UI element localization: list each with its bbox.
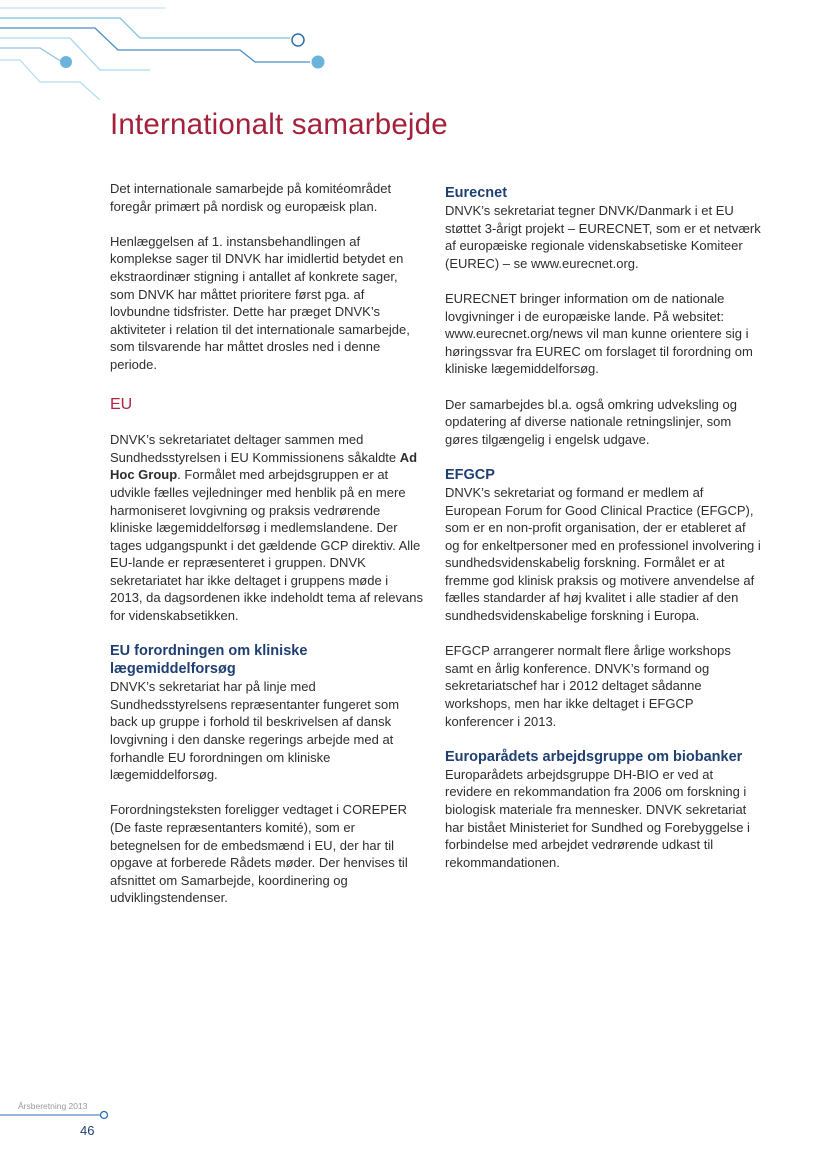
intro-paragraph-1: Det internationale samarbejde på komitéområdet foregår primært på nordisk og europæisk plan. <box>110 181 392 214</box>
eurecnet-paragraph-3: Der samarbejdes bl.a. også omkring udveksling og opdatering af diverse nationale retningslinjer, som gøres tilgængelig i engelsk udgave. <box>445 396 737 447</box>
eu-heading: EU <box>110 395 133 413</box>
forordning-heading: EU forordningen om kliniske lægemiddelforsøg <box>110 643 308 678</box>
circuit-decoration-top <box>0 0 340 100</box>
ad-hoc-group-bold: Ad Hoc Group <box>110 449 418 483</box>
intro-paragraph-2: Henlæggelsen af 1. instansbehandlingen af komplekse sager til DNVK har imidlertid betydet en ekstraordinær stigning i antallet af konkrete sager, som DNVK har måttet prioritere først pga. af lovbundne tidsfrister. Dette har præget DNVK’s aktiviteter i relation til det internationale samarbejde, som tilsvarende har måttet drosles ned i denne periode. <box>110 233 410 372</box>
eurecnet-paragraph-1: DNVK’s sekretariat tegner DNVK/Danmark i et EU støttet 3-årigt projekt – EURECNET, som er et netværk af europæiske regionale videnskabsetiske Komiteer (EUREC) – se www.eurecnet.org. <box>445 203 761 271</box>
page-number: 46 <box>80 1123 95 1138</box>
eu-paragraph: DNVK’s sekretariatet deltager sammen med Sundhedsstyrelsen i EU Kommissionens såkaldte Ad Hoc Group. Formålet med arbejdsgruppen er at udvikle fælles vejledninger med henblik på en mere harmoniseret lovgivning og praksis vedrørende kliniske lægemiddelforsøg i medlemslandene. Der tages udgangspunkt i det gældende GCP direktiv. Alle EU-lande er repræsenteret i gruppen. DNVK sekretariatet har ikke deltaget i gruppens møde i 2013, da dagsordenen ikke indeholdt tema af relevans for videnskabsetikken. <box>110 432 423 624</box>
page-title: Internationalt samarbejde <box>110 108 448 141</box>
eurecnet-paragraph-2: EURECNET bringer information om de nationale lovgivninger i de europæiske lande. På websitet: www.eurecnet.org/news vil man kunne orientere sig i høringssvar fra EUREC om forslaget til forordning om kliniske lægemiddelforsøg. <box>445 290 753 377</box>
efgcp-heading: EFGCP <box>445 466 495 483</box>
efgcp-paragraph-2: EFGCP arrangerer normalt flere årlige workshops samt en årlig konference. DNVK’s formand og sekretariatschef har i 2012 deltaget sådanne workshops, men har ikke deltaget i EFGCP konferencer i 2013. <box>445 643 731 729</box>
biobank-paragraph: Europarådets arbejdsgruppe DH-BIO er ved at revidere en rekommandation fra 2006 om forskning i biologisk materiale fra mennesker. DNVK sekretariat har bistået Ministeriet for Sundhed og Forebyggelse i forbindelse med arbejdet vedrørende udkast til rekommandationen. <box>445 766 750 870</box>
footer-report-label: Årsberetning 2013 <box>18 1101 88 1111</box>
forordning-paragraph-1: DNVK’s sekretariat har på linje med Sundhedsstyrelsens repræsentanter fungeret som back up gruppe i forhold til beskrivelsen af dansk lovgivning i den danske regerings arbejde med at forhandle EU forordningen om kliniske lægemiddelforsøg. <box>110 679 400 783</box>
eurecnet-heading: Eurecnet <box>445 185 508 201</box>
left-column <box>110 180 424 925</box>
right-column <box>445 184 761 889</box>
biobank-heading: Europarådets arbejdsgruppe om biobanker <box>445 748 743 765</box>
forordning-paragraph-2: Forordningsteksten foreligger vedtaget i COREPER (De faste repræsentanters komité), som er betegnelsen for de embedsmænd i EU, der har til opgave at forberede Rådets møder. Der henvises til afsnittet om Samarbejde, koordinering og udviklingstendenser. <box>110 802 408 906</box>
efgcp-paragraph-1: DNVK’s sekretariat og formand er medlem af European Forum for Good Clinical Practice (EFGCP), som er en non-profit organisation, der er etableret af og for enkeltpersoner med en professionel involvering i sundhedsvidenskabelig forskning. Formålet er at fremme god klinisk praksis og motivere anvendelse af fælles standarder af høj kvalitet i alle stadier af den sundhedsvidenskabelige forskning i Europa. <box>445 484 761 624</box>
circuit-decoration-bottom <box>0 1105 120 1125</box>
